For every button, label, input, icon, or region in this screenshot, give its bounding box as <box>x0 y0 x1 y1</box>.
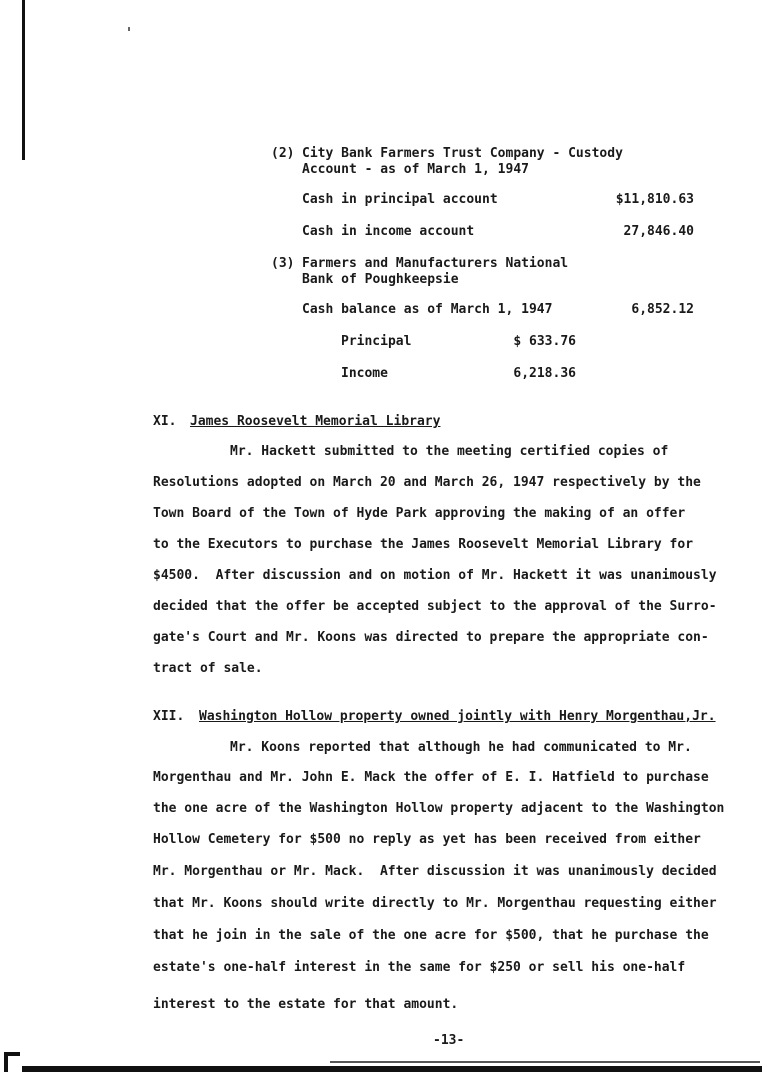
section11-line: Resolutions adopted on March 20 and March 26, 1947 respectively by the <box>153 475 701 490</box>
item2-title-line2: Account - as of March 1, 1947 <box>302 162 529 177</box>
scan-margin-mark <box>22 0 25 160</box>
section12-line: that Mr. Koons should write directly to Mr. Morgenthau requesting either <box>153 896 717 911</box>
scan-corner-mark <box>4 1052 20 1056</box>
item3-income-amount: 6,218.36 <box>513 366 576 381</box>
section12-line: interest to the estate for that amount. <box>153 997 459 1012</box>
section11-line: gate's Court and Mr. Koons was directed to prepare the appropriate con- <box>153 630 709 645</box>
section11-line: decided that the offer be accepted subject to the approval of the Surro- <box>153 599 717 614</box>
item2-income-label: Cash in income account <box>302 224 475 239</box>
item3-title-line1: Farmers and Manufacturers National <box>302 256 569 271</box>
section12-line: Hollow Cemetery for $500 no reply as yet has been received from either <box>153 832 701 847</box>
item3-principal-label: Principal <box>341 334 412 349</box>
section11-title: James Roosevelt Memorial Library <box>190 414 441 429</box>
scan-speck <box>128 27 130 31</box>
section12-line: estate's one-half interest in the same for $250 or sell his one-half <box>153 960 686 975</box>
item3-income-label: Income <box>341 366 388 381</box>
section11-line: tract of sale. <box>153 661 263 676</box>
section12-line: that he join in the sale of the one acre for $500, that he purchase the <box>153 928 709 943</box>
section11-number: XI. <box>153 414 177 429</box>
item3-number: (3) <box>271 256 295 271</box>
item2-number: (2) <box>271 146 295 161</box>
item2-income-amount: 27,846.40 <box>623 224 694 239</box>
scan-bottom-edge <box>22 1066 762 1072</box>
item3-principal-amount: $ 633.76 <box>513 334 576 349</box>
section11-line: Mr. Hackett submitted to the meeting certified copies of <box>230 444 669 459</box>
section11-line: $4500. After discussion and on motion of Mr. Hackett it was unanimously <box>153 568 717 583</box>
section12-line: Mr. Morgenthau or Mr. Mack. After discussion it was unanimously decided <box>153 864 717 879</box>
section12-line: Morgenthau and Mr. John E. Mack the offer of E. I. Hatfield to purchase <box>153 770 709 785</box>
item2-principal-label: Cash in principal account <box>302 192 498 207</box>
item2-title-line1: City Bank Farmers Trust Company - Custody <box>302 146 623 161</box>
section12-line: Mr. Koons reported that although he had communicated to Mr. <box>230 740 692 755</box>
section12-title: Washington Hollow property owned jointly with Henry Morgenthau,Jr. <box>199 709 716 724</box>
page-number: -13- <box>433 1033 465 1048</box>
scan-edge-line <box>330 1061 760 1063</box>
section11-line: Town Board of the Town of Hyde Park approving the making of an offer <box>153 506 686 521</box>
section12-line: the one acre of the Washington Hollow property adjacent to the Washington <box>153 801 725 816</box>
item3-balance-amount: 6,852.12 <box>631 302 694 317</box>
item2-principal-amount: $11,810.63 <box>615 192 694 207</box>
section12-number: XII. <box>153 709 185 724</box>
section11-line: to the Executors to purchase the James Roosevelt Memorial Library for <box>153 537 694 552</box>
item3-title-line2: Bank of Poughkeepsie <box>302 272 459 287</box>
item3-balance-label: Cash balance as of March 1, 1947 <box>302 302 553 317</box>
